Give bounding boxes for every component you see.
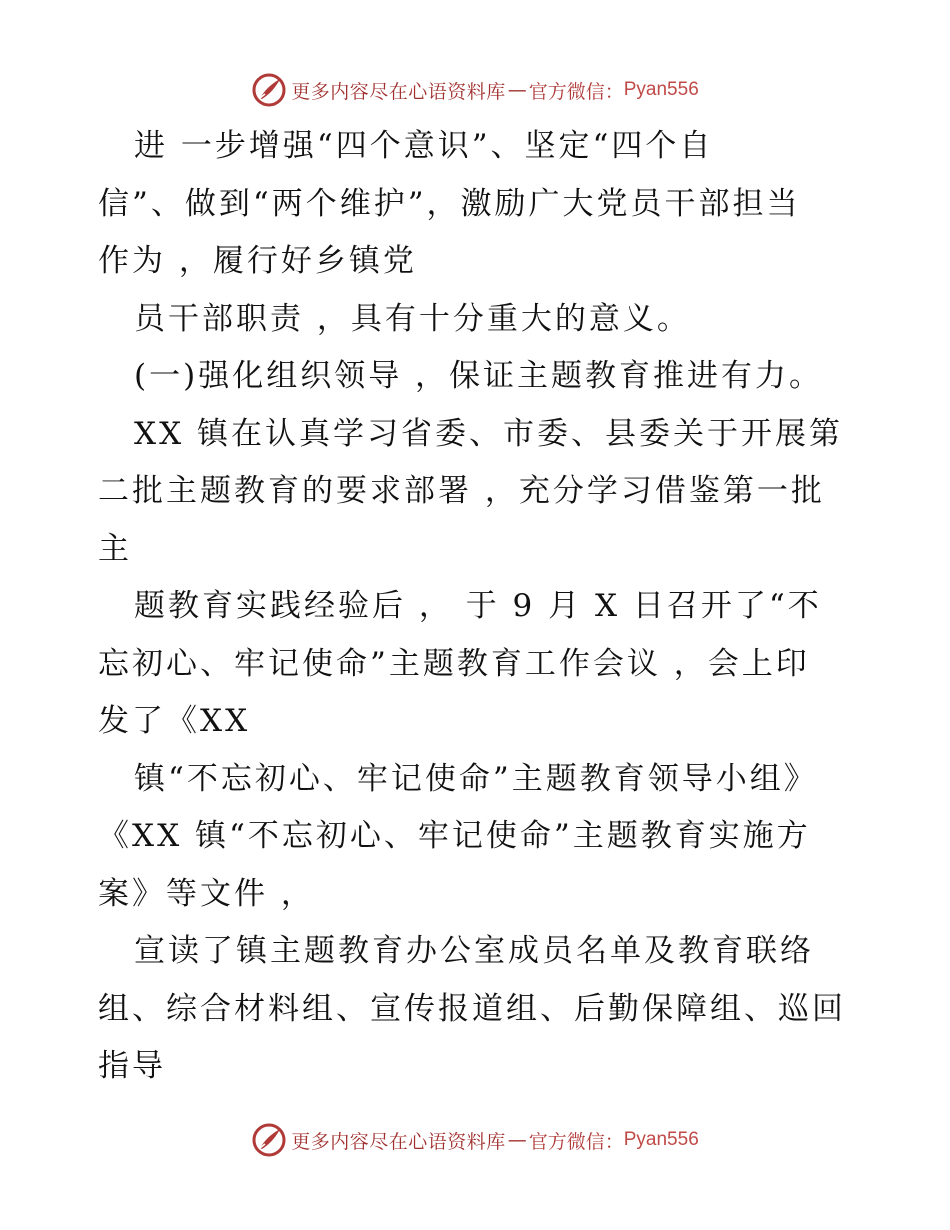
text-line: 二批主题教育的要求部署 ，充分学习借鉴第一批 — [98, 473, 825, 509]
watermark-site-text: 更多内容尽在心语资料库 — [291, 80, 506, 103]
text-line: 员干部职责 ，具有十分重大的意义。 — [134, 300, 691, 337]
watermark-dash: — — [507, 79, 527, 101]
text-line: 忘初心、牢记使命”主题教育工作会议 ，会上印 — [98, 645, 810, 682]
quill-logo-icon — [251, 72, 287, 108]
text-line: 《XX 镇“不忘初心、牢记使命”主题教育实施方 — [98, 818, 811, 854]
text-line: 题教育实践经验后 ， 于 9 月 X 日召开了“不 — [134, 588, 822, 624]
quill-logo-icon — [251, 1122, 287, 1158]
watermark-banner-top — [0, 70, 950, 110]
text-line: 组、综合材料组、宣传报道组、后勤保障组、巡回 — [98, 990, 846, 1027]
watermark-dash: — — [507, 1129, 527, 1151]
text-line: 指导 — [98, 1048, 166, 1084]
text-line: 案》等文件 ， — [98, 875, 315, 912]
text-line: 作为 ，履行好乡镇党 — [98, 243, 417, 279]
text-line: 宣读了镇主题教育办公室成员名单及教育联络 — [134, 933, 814, 969]
watermark-wechat-label: 官方微信： — [528, 80, 624, 103]
text-line: (一)强化组织领导 ，保证主题教育推进有力。 — [134, 358, 824, 394]
text-line: 进 一步增强“四个意识”、坚定“四个自 — [134, 128, 714, 164]
watermark-site-text: 更多内容尽在心语资料库 — [291, 1130, 506, 1153]
watermark-wechat-id: Pyan556 — [623, 1129, 699, 1150]
text-line: 信”、做到“两个维护”，激励广大党员干部担当 — [98, 185, 801, 222]
watermark-wechat-id: Pyan556 — [623, 79, 699, 100]
text-line: XX 镇在认真学习省委、市委、县委关于开展第 — [134, 415, 843, 452]
watermark-banner-bottom — [0, 1120, 950, 1160]
text-line: 发了《XX — [98, 703, 251, 739]
text-line: 主 — [98, 530, 132, 567]
text-line: 镇“不忘初心、牢记使命”主题教育领导小组》 — [134, 760, 818, 797]
document-body — [98, 118, 858, 1096]
watermark-wechat-label: 官方微信： — [528, 1130, 624, 1153]
